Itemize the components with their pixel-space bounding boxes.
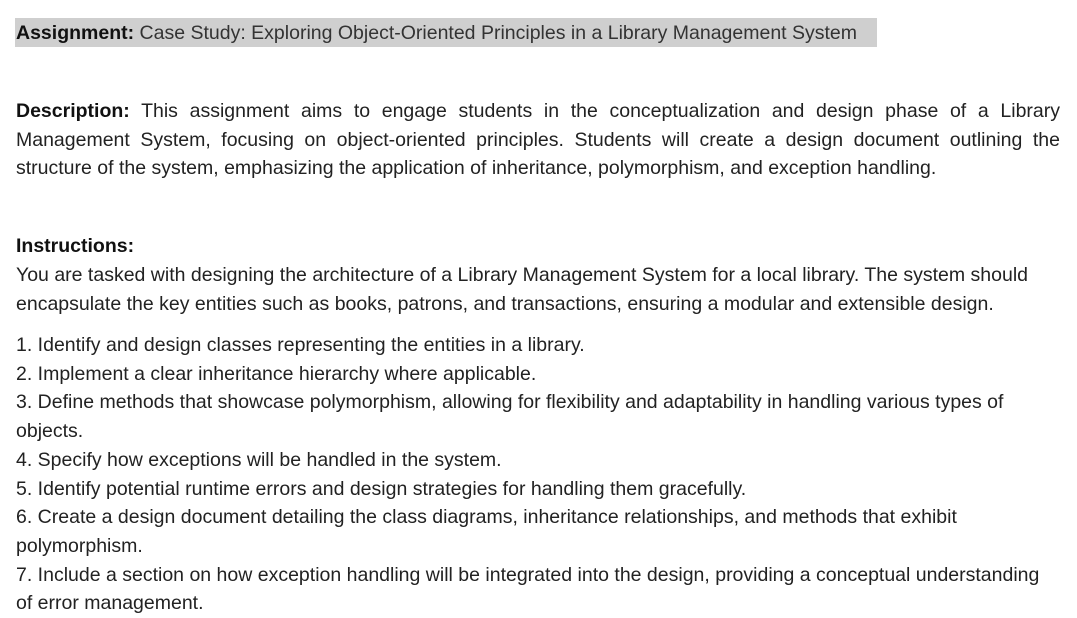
instructions-intro: You are tasked with designing the architecture of a Library Management System for a local library. The system should encapsulate the key entities such as books, patrons, and transactions, ensuring a modular and extensible design. bbox=[16, 264, 1028, 315]
list-item: 1. Identify and design classes representing the entities in a library. bbox=[16, 334, 585, 356]
instructions-steps-list bbox=[16, 331, 1056, 618]
list-item: 2. Implement a clear inheritance hierarchy where applicable. bbox=[16, 362, 537, 385]
list-item: 3. Define methods that showcase polymorphism, allowing for flexibility and adaptability in handling various types of objects. bbox=[16, 391, 1004, 443]
assignment-label: Assignment: bbox=[16, 22, 135, 44]
instructions-heading: Instructions: bbox=[16, 235, 135, 257]
assignment-title: Case Study: Exploring Object-Oriented Principles in a Library Management System bbox=[139, 22, 858, 44]
list-item: 7. Include a section on how exception handling will be integrated into the design, providing a conceptual understanding of error management. bbox=[16, 563, 1040, 615]
description-paragraph bbox=[16, 97, 1060, 183]
assignment-title-line bbox=[16, 19, 857, 47]
list-item: 6. Create a design document detailing the class diagrams, inheritance relationships, and methods that exhibit polymorphism. bbox=[16, 506, 957, 557]
description-label: Description: bbox=[16, 100, 130, 122]
description-text: This assignment aims to engage students in the conceptualization and design phase of a Library Management System, focusing on object-oriented principles. Students will create a design document outlining the structure of the system, emphasizing the application of inheritance, polymorphism, and exception handling. bbox=[16, 100, 1060, 180]
list-item: 4. Specify how exceptions will be handled in the system. bbox=[16, 448, 502, 471]
list-item: 5. Identify potential runtime errors and design strategies for handling them gracefully. bbox=[16, 477, 747, 500]
